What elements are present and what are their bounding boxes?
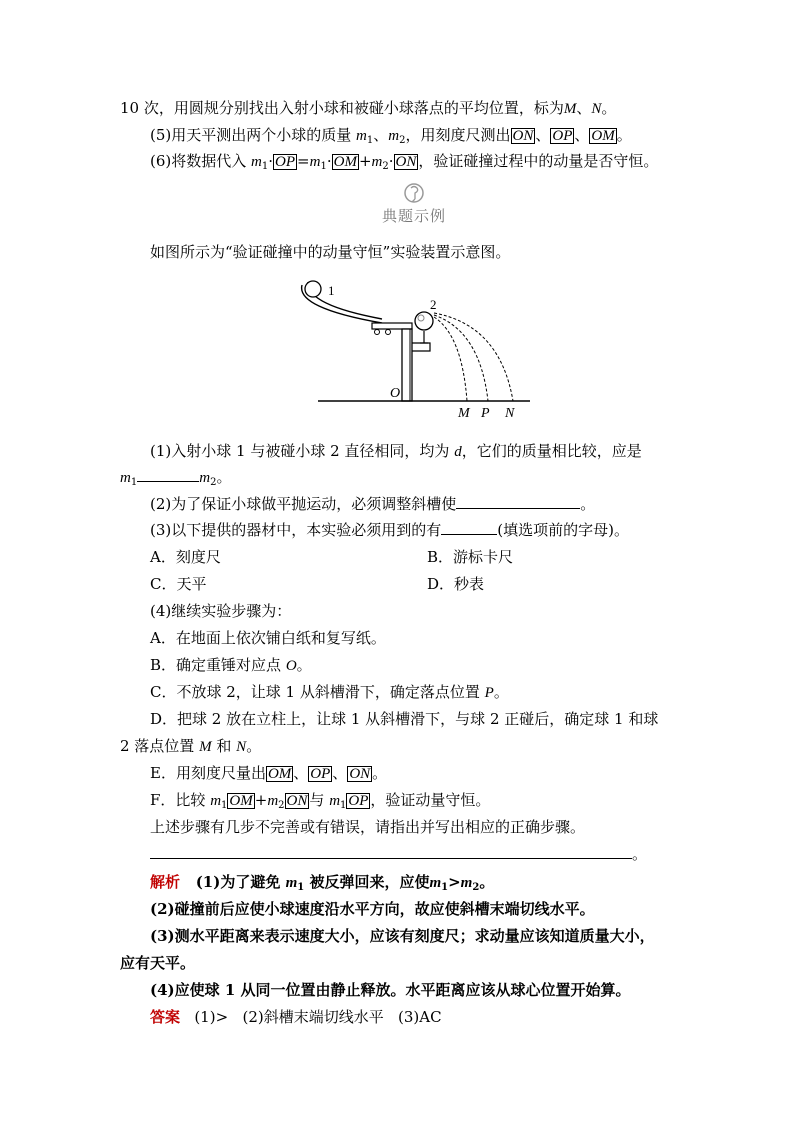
step-f: F．比较 $m_1$ OM $+m_2$ ON 与 $m_1$ OP ，验证动量守恒。 [150,791,491,811]
analysis-line-2: (2)碰撞前后应使小球速度沿水平方向，故应使斜槽末端切线水平。 [150,900,595,918]
question-1-blank-line: $m_1$ $m_2$。 [120,468,232,488]
step-d-line-1: D．把球 2 放在立柱上，让球 1 从斜槽滑下，与球 2 正碰后，确定球 1 和球 [150,710,659,728]
analysis-line-3: (3)测水平距离来表示速度大小，应该有刻度尺；求动量应该知道质量大小， [150,927,655,945]
vector-op: OP [552,128,573,144]
answer-label: 答案 [150,1008,181,1026]
section-header [253,180,575,228]
step-6-line: (6)将数据代入 $m_1\cdot$ OP $=m_1\cdot$ OM $+m_2\cdot$ ON ，验证碰撞过程中的动量是否守恒。 [150,152,659,172]
option-b: B．游标卡尺 [427,548,514,566]
question-3: (3)以下提供的器材中，本实验必须用到的有 (填选项前的字母)。 [150,521,629,539]
label-n: N [505,406,515,421]
label-o: O [390,386,401,401]
option-c: C．天平 [150,575,207,593]
instruction: 上述步骤有几步不完善或有错误，请指出并写出相应的正确步骤。 [150,818,586,836]
step-a: A．在地面上依次铺白纸和复写纸。 [150,629,386,647]
label-ball-2: 2 [430,297,437,312]
option-d: D．秒表 [427,575,485,593]
answer-blank-2[interactable] [456,494,580,509]
question-2: (2)为了保证小球做平抛运动，必须调整斜槽使 。 [150,495,596,513]
step-e: E．用刻度尺量出 OM 、 OP 、 ON 。 [150,764,388,782]
analysis-label: 解析 [150,873,181,891]
label-m: M [458,406,470,421]
answer-blank-4[interactable] [150,844,632,859]
label-p: P [481,406,490,421]
step-c: C．不放球 2，让球 1 从斜槽滑下，确定落点位置 P。 [150,683,509,701]
option-a: A．刻度尺 [150,548,221,566]
step-d-line-2: 2 落点位置 M 和 N。 [120,737,262,755]
ball-2 [415,312,433,330]
question-1: (1)入射小球 1 与被碰小球 2 直径相同，均为 d，它们的质量相比较，应是 [150,442,642,460]
step-5-line: (5)用天平测出两个小球的质量 $m_1$、$m_2$，用刻度尺测出 ON 、 OP 、 OM 。 [150,126,632,146]
analysis-line-3b: 应有天平。 [120,954,196,972]
intro-line-1: 10 次，用圆规分别找出入射小球和被碰小球落点的平均位置，标为M、N。 [120,99,617,117]
apparatus-figure [292,275,532,423]
label-ball-1: 1 [328,283,335,298]
apparatus-diagram [292,275,532,423]
ball-1 [305,281,321,297]
answer-blank-3[interactable] [441,520,497,535]
answer-blank-1[interactable] [137,467,199,482]
answer-line-4: 。 [150,843,647,865]
vector-om: OM [591,128,615,144]
section-title: 典题示例 [381,207,446,225]
analysis-line-4: (4)应使球 1 从同一位置由静止释放。水平距离应该从球心位置开始算。 [150,981,631,999]
vector-on: ON [512,128,534,144]
question-text: 如图所示为“验证碰撞中的动量守恒”实验装置示意图。 [150,243,511,261]
step-b: B．确定重锤对应点 O。 [150,656,312,674]
question-4: (4)继续实验步骤为： [150,602,292,620]
analysis-line-1: 解析 (1)为了避免 $m_1$ 被反弹回来，应使$m_1>m_2$。 [150,873,495,893]
answer-line: 答案 (1)> (2)斜槽末端切线水平 (3)AC [150,1008,442,1026]
